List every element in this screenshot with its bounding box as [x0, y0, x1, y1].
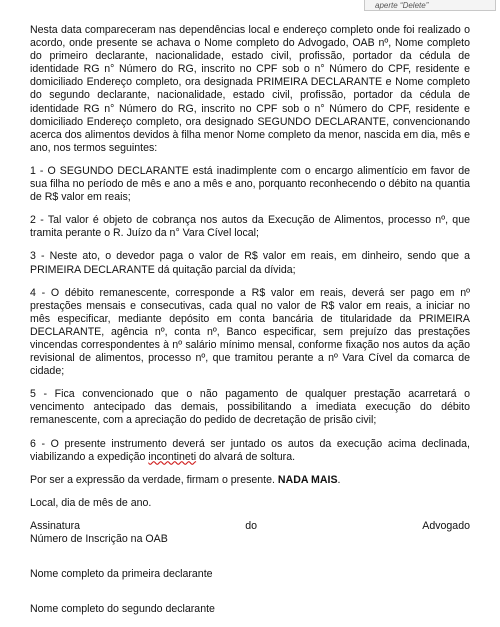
place-date: Local, dia de mês de ano. [30, 496, 152, 509]
second-declarant-name: Nome completo do segundo declarante [30, 603, 215, 616]
clause-6 [30, 438, 470, 464]
clause-6-text: 6 - O presente instrumento deverá ser juntado os autos da execução acima declinada, viabilizando a expedição [30, 437, 470, 463]
clause-3: 3 - Neste ato, o devedor paga o valor de R$ valor em reais, em dinheiro, sendo que a PRIMEIRA DECLARANTE dá quitação parcial da dívida; [30, 250, 470, 276]
signature-middle: do [245, 519, 258, 532]
document-body [30, 24, 470, 627]
delete-hint-tooltip: aperte “Delete” [364, 0, 496, 11]
clause-5: 5 - Fica convencionado que o não pagamento de qualquer prestação acarretará o vencimento antecipado das demais, possibilitando a imediata execução do débito remanescente, com a apreciação do pedido de decretação de prisão civil; [30, 388, 470, 427]
first-declarant-name: Nome completo da primeira declarante [30, 568, 213, 581]
intro-paragraph: Nesta data compareceram nas dependências local e endereço completo onde foi realizado o acordo, onde presente se achava o Nome completo do Advogado, OAB nº, Nome completo do primeiro declarante, nacionalidade, estado civil, profissão, portador da cédula de identidade RG n° Número do RG, inscrito no CPF sob o n° Número do CPF, residente e domiciliado Endereço completo, ora designada PRIMEIRA DECLARANTE e Nome completo do segundo declarante, nacionalidade, estado civil, profissão, portador da cédula de identidade RG n° Número do RG, inscrito no CPF sob o n° Número do CPF, residente e domiciliado Endereço completo, ora designado SEGUNDO DECLARANTE, convencionando acerca dos alimentos devidos à filha menor Nome completo da menor, nascida em dia, mês e ano, nos termos seguintes: [30, 24, 470, 154]
closing-text: Por ser a expressão da verdade, firmam o presente. [30, 473, 278, 486]
spellcheck-word[interactable]: incontineti [148, 450, 197, 463]
clause-2: 2 - Tal valor é objeto de cobrança nos autos da Execução de Alimentos, processo nº, que tramita perante o R. Juízo da n° Vara Cível local; [30, 214, 470, 240]
clause-6-end: do alvará de soltura. [196, 450, 296, 463]
signature-line [30, 520, 470, 533]
clause-4: 4 - O débito remanescente, corresponde a R$ valor em reais, deverá ser pago em nº prestações mensais e consecutivas, cada qual no valor de R$ valor em reais, a iniciar no mês especificar, mediante depósito em conta bancária de titularidade da PRIMEIRA DECLARANTE, agência nº, conta nº, Banco especificar, sem prejuízo das prestações vincendas correspondentes à nº salário mínimo mensal, conforme fixação nos autos da ação revisional de alimentos, processo nº, que tramitou perante a nº Vara Cível da comarca de cidade; [30, 286, 470, 378]
oab-number: Número de Inscrição na OAB [30, 533, 168, 545]
closing-period: . [337, 473, 341, 486]
nada-mais: NADA MAIS [277, 473, 338, 486]
signature-left: Assinatura [30, 519, 81, 532]
closing-statement [30, 474, 470, 487]
signature-right: Advogado [422, 519, 470, 532]
clause-1: 1 - O SEGUNDO DECLARANTE está inadimplente com o encargo alimentício em favor de sua filha no período de mês e ano a mês e ano, porquanto reconhecendo o débito na quantia de R$ valor em reais; [30, 164, 470, 204]
